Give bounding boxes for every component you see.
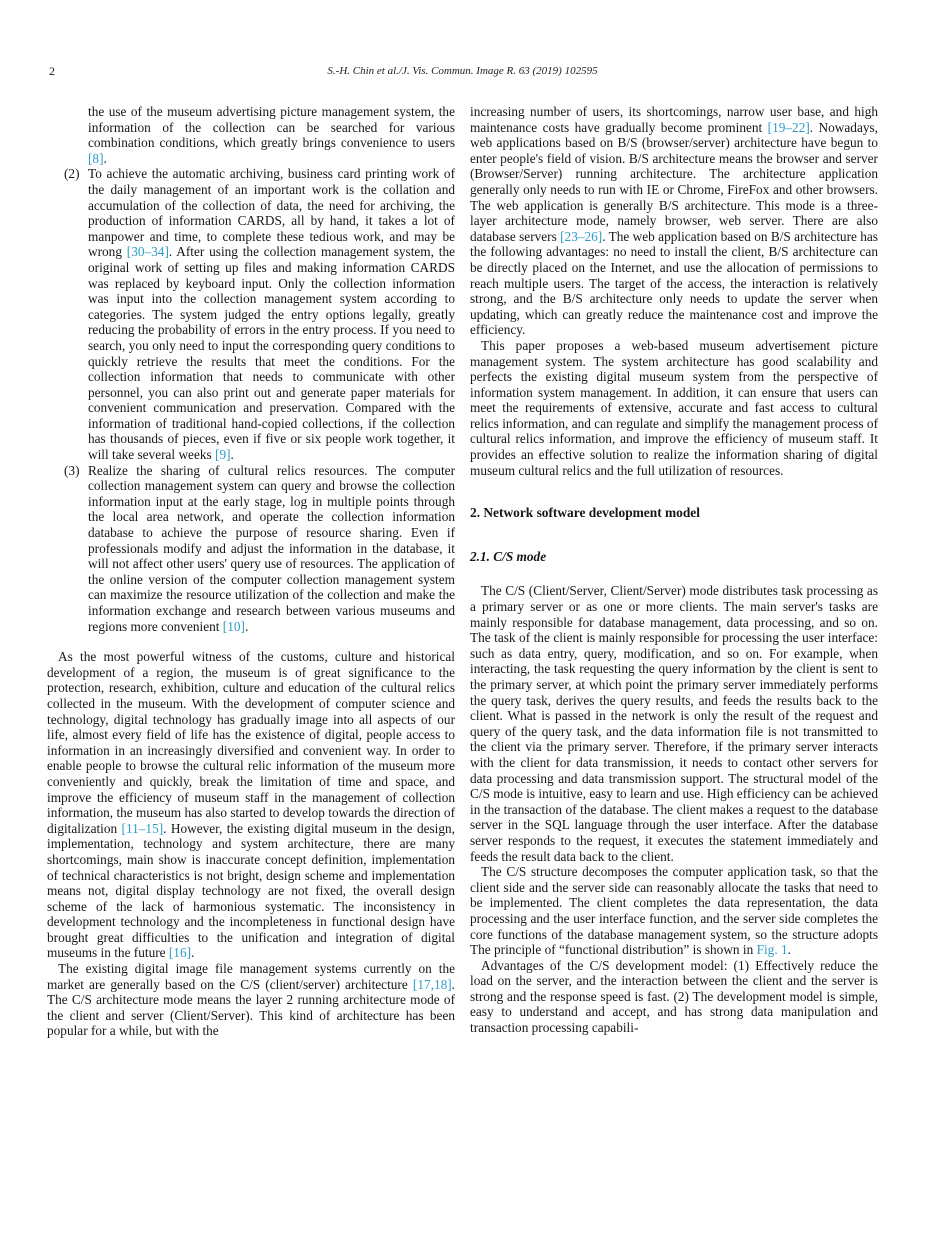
text-run: . — [787, 942, 791, 958]
paragraph-increasing-users — [470, 104, 878, 338]
paragraph-cs-advantages — [470, 958, 878, 1036]
paragraph-museum-witness — [47, 649, 455, 961]
text-run: . The web application based on B/S architecture has the following advantages: no need to install the client, B/S architecture can be directly placed on the Internet, and use the allocation of permissions to reach multiple users. The target of the access, the interaction is relatively strong, and the B/S architecture only needs to update the server when updating, which can greatly reduce the maintenance cost and improve the efficiency. — [470, 228, 878, 338]
citation-link[interactable]: Fig. 1 — [756, 942, 788, 958]
paragraph-existing-systems — [47, 961, 455, 1039]
paragraph-cs-structure — [470, 864, 878, 958]
list-item-body — [88, 166, 455, 462]
text-run: . — [244, 618, 249, 634]
text-run: The existing digital image file management systems currently on the market are generally based on the C/S (client/server) architecture — [47, 961, 455, 992]
text-run: The C/S (Client/Server, Client/Server) mode distributes task processing as a primary server or as one or more clients. The main server's tasks are mainly responsible for database management, data processing, and so on. The task of the client is mainly responsible for processing the user interface: such as data entry, query, modification, and so on. For example, when interacting, the task requesting the query information by the client is sent to the primary server, at which point the primary server immediately performs the query task, derives the query results, and feeds the results back to the client. What is passed in the network is only the result of the request and query of the query task, and the data information file is not transmitted to the client via the primary server. Therefore, if the primary server interacts with the client for data transmission, it needs to contact other servers for data processing and data transmission support. The structural model of the C/S mode is intuitive, easy to learn and use. High efficiency can be achieved in the transaction of the database. The client makes a request to the database server in the SQL language through the user interface. After the database server responds to the request, it executes the statement immediately and feeds the result data back to the client. — [470, 583, 878, 864]
citation-link[interactable]: [23–26] — [560, 228, 603, 244]
page-header — [47, 64, 878, 82]
citation-link[interactable]: [19–22] — [767, 119, 810, 135]
citation-link[interactable]: [11–15] — [121, 820, 164, 836]
text-run: The C/S structure decomposes the computer application task, so that the client side and the server side can reasonably allocate the tasks that need to be implemented. The client completes the data representation, the data processing and the user interface function, and the server side completes the core functions of the database management system, so the structure adopts The principle of “functional distribution” is shown in — [470, 864, 878, 958]
text-run: . Nowadays, web applications based on B/S (browser/server) architecture have begun to enter people's field of vision. B/S architecture means the browser and server (Browser/Server) running architecture. The architecture application generally only needs to run with IE or Chrome, FireFox and other browsers. The web application is generally B/S architecture. This mode is a three-layer architecture mode, namely browser, web server. There are also database servers — [470, 119, 878, 244]
text-run: This paper proposes a web-based museum advertisement picture management system. The system architecture has good scalability and perfects the existing digital museum system from the perspective of information system management. In addition, it can ensure that users can meet the requirements of extensive, accurate and fast access to cultural relics information, and can regulate and simplify the management process of cultural relics information, and improve the efficiency of museum staff. It provides an effective solution to realize the information sharing of digital museum cultural relics and the full utilization of resources. — [470, 337, 878, 478]
subsection-heading-2-1: 2.1. C/S mode — [470, 548, 547, 564]
page-number: 2 — [49, 64, 55, 78]
text-run: . — [191, 945, 195, 961]
section-heading-2: 2. Network software development model — [470, 505, 700, 521]
list-item-body — [88, 463, 455, 635]
paragraph-this-paper — [470, 338, 878, 478]
text-run: As the most powerful witness of the customs, culture and historical development of a region, the museum is of great significance to the protection, research, exhibition, culture and education of the cultural relics collected in the museum. With the development of computer science and technology, digital technology has gradually image into all aspects of our life, almost every field of life has the existence of digital, people access to information in an increasingly diversified and convenient way. In order to enable people to browse the cultural relic information of the museum more conveniently and quickly, break the limitation of time and space, and improve the efficiency of museum staff in the management of collection information, the museum has also started to develop towards the direction of digitalization — [47, 649, 455, 836]
paragraph-cs-mode — [470, 583, 878, 864]
text-run: the use of the museum advertising picture management system, the information of the collection can be searched for various combination conditions, which greatly brings convenience to users — [88, 104, 455, 151]
list-item-1-continuation — [88, 104, 455, 166]
text-run: Realize the sharing of cultural relics resources. The computer collection management system can query and browse the collection information input at the early stage, log in multiple points through the local area network, and operate the collection information database to achieve the purpose of resource sharing. Even if professionals modify and adjust the information in the database, it will not affect other users' query use of resources. The application of the online version of the computer collection management system can maximize the resource utilization of the collection and make the information exchange and research between various museums and regions more convenient — [88, 462, 455, 634]
list-item-label: (2) — [64, 166, 80, 182]
text-run: To achieve the automatic archiving, business card printing work of the daily management of an important work is the collation and accumulation of the collection of data, the need for archiving, the production of information CARDS, all by hand, it takes a lot of manpower and time, to complete these tedious work, and may be wrong — [88, 166, 455, 260]
text-run: . — [103, 150, 107, 166]
two-column-body — [47, 104, 878, 1039]
citation-link[interactable]: [30–34] — [126, 244, 169, 260]
right-column — [470, 104, 878, 1039]
citation-link[interactable]: [8] — [88, 150, 104, 166]
citation-link[interactable]: [17,18] — [412, 976, 452, 992]
text-run: . — [230, 447, 234, 463]
citation-link[interactable]: [9] — [215, 447, 231, 463]
list-item — [47, 463, 455, 635]
citation-link[interactable]: [10] — [222, 618, 245, 634]
text-run: . The C/S architecture mode means the layer 2 running architecture mode of the client and server (Client/Server). This kind of architecture has been popular for a while, but with the — [47, 976, 455, 1039]
text-run: Advantages of the C/S development model: (1) Effectively reduce the load on the server, and the interaction between the client and the server is strong and the response speed is fast. (2) The development model is simple, easy to understand and accept, and has strong data manipulation and transaction processing capabili- — [470, 957, 878, 1036]
running-head: S.-H. Chin et al./J. Vis. Commun. Image R. 63 (2019) 102595 — [327, 65, 598, 77]
text-run: increasing number of users, its shortcomings, narrow user base, and high maintenance costs have gradually become prominent — [470, 104, 878, 135]
citation-link[interactable]: [16] — [168, 945, 192, 961]
text-run: . After using the collection management system, the original work of setting up files and making information CARDS was replaced by keyboard input. Only the collection information was input into the collection management system according to categories. The system judged the entry options legally, greatly reducing the probability of errors in the entry process. If you need to search, you only need to input the corresponding query conditions to quickly retrieve the results that meet the conditions. For the collection information that needs to communicate with other personnel, you can also print out and generate paper materials for convenient communication and preservation. Compared with the information of traditional hand-copied collections, if the collection has thousands of pieces, even if five or six people work together, it will take several weeks — [88, 244, 455, 463]
left-column — [47, 104, 455, 1039]
list-item — [47, 166, 455, 462]
text-run: . However, the existing digital museum in the design, implementation, technology and system architecture, there are many shortcomings, main show is inaccurate concept definition, implementation of technical characteristics is not bright, design scheme and implementation means not, digital display technology are not fixed, the overall design scheme of the lack of harmonious systematic. The inconsistency in development technology and the incompleteness in functional design have brought great difficulties to the unification and integration of digital museums in the future — [47, 820, 455, 961]
list-item-label: (3) — [64, 462, 80, 478]
